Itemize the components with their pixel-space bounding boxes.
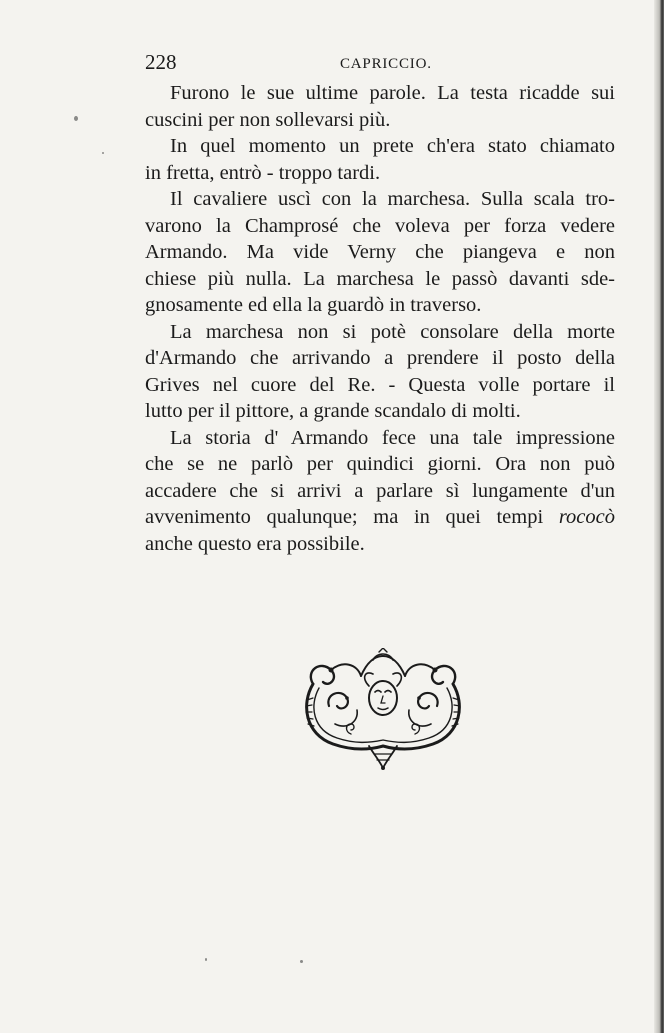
text-line-main: avvenimento qualunque; ma in quei tempi xyxy=(145,506,559,528)
text-line: varono la Champrosé che voleva per forza vedere xyxy=(145,214,615,237)
text-line: d'Armando che arrivando a prendere il posto della xyxy=(145,347,615,369)
text-line: gnosamente ed ella la guardò in traverso. xyxy=(145,294,482,316)
text-line: in fretta, entrò - troppo tardi. xyxy=(145,161,381,184)
text-line: anche questo era possibile. xyxy=(145,532,365,555)
paper-speck xyxy=(300,960,303,963)
body-text xyxy=(145,80,615,557)
running-title: CAPRICCIO. xyxy=(340,56,432,72)
text-line: che se ne parlò per quindici giorni. Ora non può xyxy=(145,453,615,475)
running-head xyxy=(145,48,615,76)
text-line: In quel momento un prete ch'era stato chiamato xyxy=(170,135,615,157)
book-spine-edge xyxy=(654,0,664,1033)
paper-speck xyxy=(205,958,207,961)
page-number: 228 xyxy=(145,50,177,74)
text-line: cuscini per non sollevarsi più. xyxy=(145,108,391,131)
text-line: Armando. Ma vide Verny che piangeva e non xyxy=(145,241,615,263)
text-line xyxy=(145,504,615,531)
text-line: Il cavaliere uscì con la marchesa. Sulla scala tro- xyxy=(170,188,615,210)
paper-speck xyxy=(74,116,78,121)
text-line: Furono le sue ultime parole. La testa ricadde sui xyxy=(170,82,615,104)
text-line: lutto per il pittore, a grande scandalo di molti. xyxy=(145,400,521,422)
paper-speck xyxy=(102,152,104,154)
text-line: La marchesa non si potè consolare della morte xyxy=(170,320,615,343)
text-line: accadere che si arrivi a parlare sì lungamente d'un xyxy=(145,479,615,502)
decorative-tailpiece-ornament-icon xyxy=(295,648,471,772)
text-line: chiese più nulla. La marchesa le passò davanti sde- xyxy=(145,267,615,290)
text-line: La storia d' Armando fece una tale impressione xyxy=(170,426,615,449)
text-line: Grives nel cuore del Re. - Questa volle portare il xyxy=(145,373,615,396)
italic-word: rococò xyxy=(558,506,615,528)
book-page xyxy=(145,48,615,557)
